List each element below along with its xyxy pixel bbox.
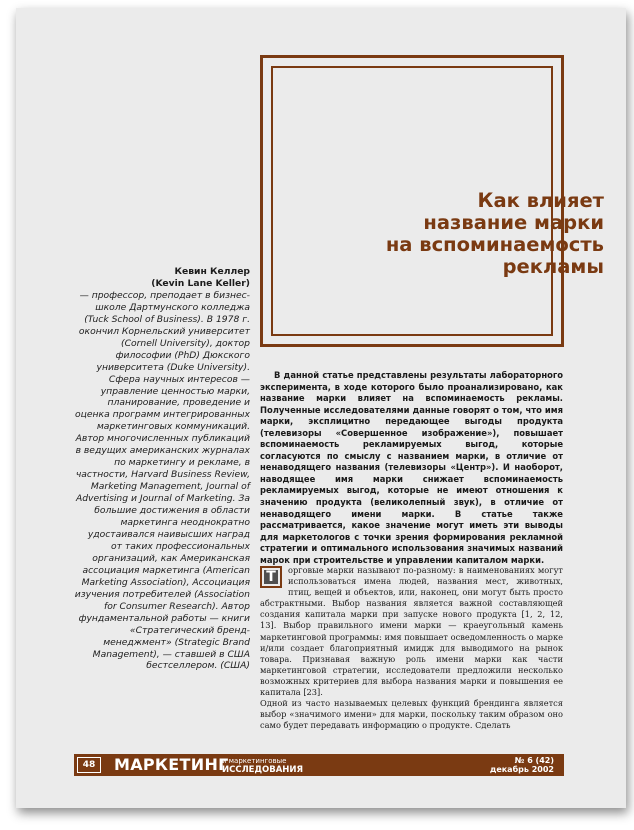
- body-paragraph: орговые марки называют по-разному: в наименованиях могут использоваться имена людей, названия мест, животных, птиц, вещей и объектов, или, наконец, они могут быть просто абстрактными. Выбор названия является важной составляющей создания капитала марки при запуске нового продукта [1, 2, 12, 13]. Выбор правильного имени марки — краеугольный камень маркетинговой программы: имя повышает осведомленность о марке и/или создает благоприятный имидж для выводимого на рынок товара. Признавая важную роль имени марки как части маркетинговой стратегии, исследователи предложили несколько возможных критериев для выбора названия марки и повышения ее капитала [23].: [260, 565, 563, 698]
- page-number: 48: [77, 757, 101, 773]
- title-line: на вспоминаемость: [385, 233, 604, 256]
- issue-info: [490, 756, 554, 774]
- dropcap-letter: Т: [264, 570, 278, 584]
- author-name-latin: (Kevin Lane Keller): [151, 277, 250, 289]
- title-line: название марки: [423, 211, 604, 234]
- article-title: [344, 190, 604, 278]
- author-bio: [74, 266, 250, 672]
- brand-sub-line-1: и маркетинговые: [222, 757, 287, 765]
- article-lead: В данной статье представлены результаты лабораторного эксперимента, в ходе которого было проанализировано, как название марки влияет на вспоминаемость рекламы. Полученные исследователями данные говорят о том, что имя марки, эксплицитно передающее выгоды продукта (телевизоры «Совершенное изображение»), повышает вспоминаемость рекламируемых выгод, которые согласуются по смыслу с названием марки, в отличие от ненаводящего названия (телевизоры «Центр»). И наоборот, наводящее имя марки снижает вспоминаемость рекламируемых выгод, которые не имеют отношения к значению продукта (великолепный звук), в отличие от ненаводящего имени марки. В статье также рассматривается, какое значение могут иметь эти выводы для маркетологов с точки зрения формирования рекламной стратегии и оптимального использования значимых названий марок при строительстве и управлении капиталом марки.: [260, 370, 563, 565]
- issue-number: № 6 (42): [514, 756, 554, 765]
- magazine-brand: МАРКЕТИНГ: [114, 755, 229, 774]
- dropcap: [260, 566, 282, 588]
- title-line: рекламы: [502, 255, 604, 278]
- issue-date: декабрь 2002: [489, 765, 554, 774]
- footer-bar: [74, 754, 564, 776]
- brand-sub-line-2: ИССЛЕДОВАНИЯ: [222, 765, 304, 775]
- title-line: Как влияет: [477, 189, 604, 212]
- magazine-page: [16, 8, 626, 808]
- author-name: Кевин Келлер: [174, 266, 250, 277]
- article-body: [260, 565, 563, 731]
- author-bio-text: — профессор, преподает в бизнес-школе Дартмунского колледжа (Tuck School of Business). В 1978 г. окончил Корнельский университет (Cornell University), доктор философии (PhD) Дюкского университета (Duke University). Сфера научных интересов — управление ценностью марки, планирование, проведение и оценка программ интегрированных маркетинговых коммуникаций. Автор многочисленных публикаций в ведущих американских журналах по маркетингу и рекламе, в частности, Harvard Business Review, Marketing Management, Journal of Advertising и Journal of Marketing. За большие достижения в области маркетинга неоднократно удостаивался наивысших наград от таких профессиональных организаций, как Американская ассоциация маркетинга (American Marketing Association), Ассоциация изучения потребителей (Association for Consumer Research). Автор фундаментальной работы — книги «Стратегический бренд-менеджмент» (Strategic Brand Management), — ставшей в США бестселлером. (США): [74, 289, 250, 672]
- magazine-brand-sub: [222, 757, 303, 775]
- body-paragraph: Одной из часто называемых целевых функций брендинга является выбор «значимого имени» для марки, поскольку таким образом оно само будет передавать информацию о продукте. Сделать: [260, 698, 563, 731]
